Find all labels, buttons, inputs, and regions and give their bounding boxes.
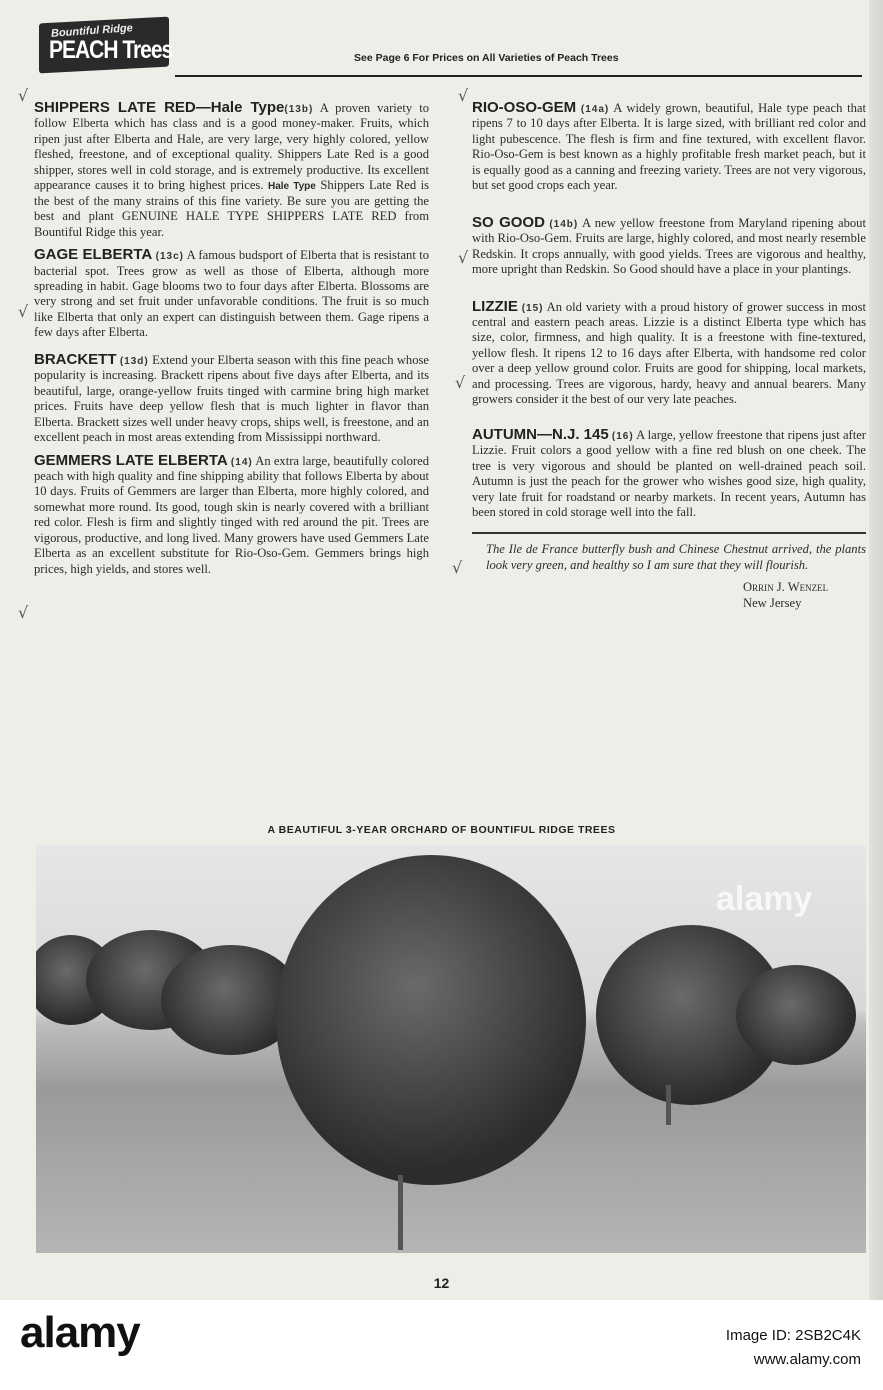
variety-name: RIO-OSO-GEM (472, 99, 577, 116)
variety-description: A proven variety to follow Elberta which has class and is a good money-maker. Fruits, which ripen just after Elberta and Hale, are very large, very highly colored, yellow fleshed, freestone, and of exceptional quality. Shippers Late Red is a good shipper, stores well in cold storage, and is extremely productive. Its excellent appearance causes it to bring highest prices. (34, 101, 429, 193)
stock-footer-bar (0, 1300, 883, 1390)
check-mark-icon: √ (18, 302, 29, 321)
inline-bold: Hale Type (268, 181, 316, 193)
variety-description: Shippers Late Red is the best of the many strains of this fine variety. Be sure you are getting the best and plant GENUINE HALE TYPE SHIPPERS LATE RED from Bountiful Ridge this year. (34, 178, 430, 239)
price-note: See Page 6 For Prices on All Varieties of Peach Trees (354, 52, 619, 64)
divider (472, 532, 866, 534)
variety-description: An extra large, beautifully colored peach with high quality and fine shipping ability that follows Elberta by about 10 days. Fruits of Gemmers are larger than Elberta, more highly colored, and somewhat more round. Its good, tough skin is nearly covered with a brilliant red color. Flesh is firm and slightly tinged with red around the pit. Trees are vigorous, productive, and long lived. Many growers have used Gemmers Late Elberta as an excellent substitute for Rio-Oso-Gem. Gemmers brings high prices, high yields, and stores well. (34, 453, 429, 576)
variety-description: An old variety with a proud history of grower success in most central and eastern peach areas. Lizzie is a distinct Elberta type which has size, color, firmness, and high quality. It is a freestone with fine-textured, yellow flesh. It ripens 12 to 16 days after Elberta, with handsome red color over a deep yellow ground color. Fruits are good for shipping, local markets, and processing. Trees are vigorous, hardy, heavy and annual bearers. Many growers consider it the best of our very late peaches. (472, 299, 866, 407)
variety-name: LIZZIE (472, 297, 518, 315)
variety-description: A new yellow freestone from Maryland ripening about with Rio-Oso-Gem. Fruits are large, highly colored, and most nearly resemble Redskin. It crops annually, with good yields. Trees are vigorous and healthy, more upright than Redskin. So Good should have a place in your plantings. (472, 215, 866, 277)
variety-name: SO GOOD (472, 213, 545, 231)
testimonial-location: New Jersey (743, 596, 802, 611)
page-edge-shadow (869, 0, 883, 1300)
bountiful-ridge-logo (33, 16, 175, 76)
variety-entry (472, 426, 866, 521)
left-column (34, 99, 429, 583)
watermark: alamy (716, 880, 813, 918)
check-mark-icon: √ (18, 86, 29, 105)
header-rule (175, 75, 862, 77)
alamy-logo: alamy (20, 1308, 140, 1357)
check-mark-icon: √ (452, 558, 463, 577)
check-mark-icon: √ (458, 86, 469, 105)
page-number: 12 (433, 1275, 450, 1291)
testimonial-signature (472, 579, 866, 611)
logo-line1: Bountiful Ridge (50, 22, 134, 40)
testimonial-author: Orrin J. Wenzel (743, 580, 829, 595)
variety-name: BRACKETT (34, 350, 117, 368)
variety-code: (14a) (580, 104, 610, 115)
variety-code: (16) (611, 430, 634, 442)
variety-entry (34, 351, 429, 446)
right-column (472, 99, 866, 611)
variety-code: (13b) (284, 104, 314, 115)
variety-code: (15) (521, 302, 544, 314)
image-id: Image ID: 2SB2C4K (725, 1327, 861, 1344)
orchard-photo (36, 845, 866, 1253)
variety-entry (472, 214, 866, 278)
check-mark-icon: √ (458, 248, 469, 267)
variety-name: GAGE ELBERTA (34, 246, 153, 264)
logo-line2: PEACH Trees (49, 36, 173, 65)
variety-entry (472, 99, 866, 194)
variety-description: A famous budsport of Elberta that is resistant to bacterial spot. Trees grow as well as those of Elberta, although more spreading in habit. Gage blooms two to four days after Elberta. Blossoms are very strong and set fruit under unfavorable conditions. The fruit is so much like Elberta that only an expert can distinguish between them. Gage ripens a few days after Elberta. (34, 248, 429, 340)
check-mark-icon: √ (455, 373, 466, 392)
variety-name: GEMMERS LATE ELBERTA (34, 451, 228, 469)
variety-description: A widely grown, beautiful, Hale type peach that ripens 7 to 10 days after Elberta. It is large sized, with brilliant red color and light pubescence. The flesh is firm and fine textured, with excellent flavor. Rio-Oso-Gem is best known as a highly profitable fresh market peach, but it is equally good as a canning and freezing variety. Trees are not very vigorous, but set good crops each year. (472, 101, 866, 193)
stock-url: www.alamy.com (753, 1351, 861, 1368)
variety-entry (34, 246, 429, 341)
testimonial-quote: The Ile de France butterfly bush and Chinese Chestnut arrived, the plants look very green, and healthy so I am sure that they will flourish. (486, 542, 866, 572)
variety-code: (14) (230, 456, 253, 468)
variety-code: (14b) (549, 218, 579, 230)
variety-description: A large, yellow freestone that ripens just after Lizzie. Fruit colors a good yellow with a fine red blush on one cheek. The tree is very vigorous and should be planted on well-drained peach soil. Autumn is just the peach for the grower who wishes good size, high quality, very late fruit for roadstand or nearby markets. In recent years, Autumn has been stored in cold storage well into the fall. (472, 427, 867, 519)
check-mark-icon: √ (18, 603, 29, 622)
variety-name: AUTUMN—N.J. 145 (472, 425, 609, 443)
variety-entry (472, 298, 866, 408)
variety-code: (13c) (155, 251, 184, 263)
photo-caption: A BEAUTIFUL 3-YEAR ORCHARD OF BOUNTIFUL RIDGE TREES (267, 824, 616, 836)
variety-name: SHIPPERS LATE RED—Hale Type (34, 99, 285, 116)
variety-description: Extend your Elberta season with this fine peach whose popularity is increasing. Brackett ripens about five days after Elberta, and its beautiful, large, orange-yellow fruits tinged with carmine bring high market prices. Fruits have deep yellow flesh that is much lighter in flavor than Elberta. Brackett sizes well under heavy crops, ships well, is freestone, and an excellent peach in most areas extending from Mississippi northward. (34, 352, 429, 445)
variety-code: (13d) (119, 355, 149, 367)
variety-entry (34, 99, 429, 240)
variety-entry (34, 452, 429, 578)
image-id-block (726, 1324, 861, 1372)
